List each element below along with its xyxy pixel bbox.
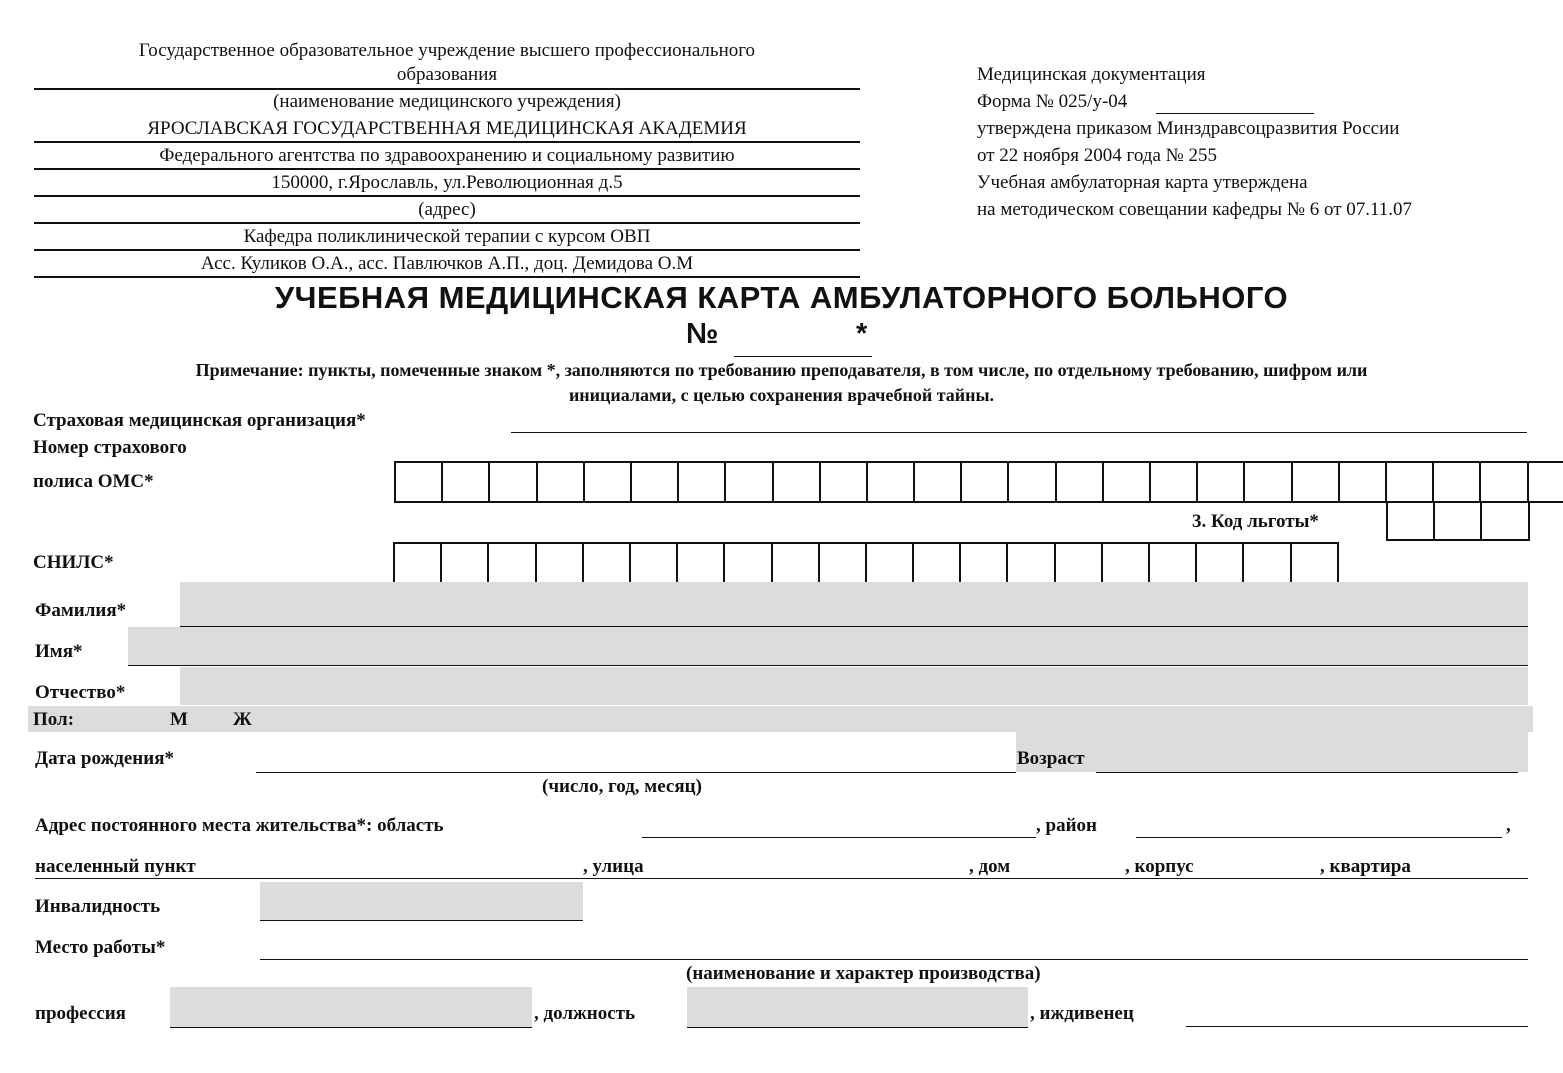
department-name: Кафедра поликлинической терапии с курсом ОВП [243,226,651,247]
digit-box[interactable] [1104,463,1151,501]
digit-box[interactable] [1244,544,1291,582]
address-caption: (адрес) [418,199,476,220]
academy-name: ЯРОСЛАВСКАЯ ГОСУДАРСТВЕННАЯ МЕДИЦИНСКАЯ АКАДЕМИЯ [147,118,747,139]
district-label: , район [1036,815,1097,836]
digit-box[interactable] [868,463,915,501]
digit-box[interactable] [1198,463,1245,501]
district-field[interactable] [1136,815,1502,838]
building-label: , корпус [1125,856,1194,877]
digit-box[interactable] [914,544,961,582]
birth-date-label: Дата рождения* [35,748,174,769]
digit-box[interactable] [679,463,726,501]
digit-box[interactable] [538,463,585,501]
digit-box[interactable] [443,463,490,501]
authors: Асс. Куликов О.А., асс. Павлючков А.П., доц. Демидова О.М [200,253,694,274]
digit-box[interactable] [442,544,489,582]
card-number-field[interactable] [734,330,872,357]
agency-name: Федерального агентства по здравоохранению и социальному развитию [159,145,735,166]
surname-field[interactable] [180,582,1528,627]
digit-box[interactable] [1435,501,1482,539]
sex-row [28,706,1533,732]
digit-box[interactable] [867,544,914,582]
policy-number-boxes[interactable] [394,461,1563,503]
digit-box[interactable] [1481,463,1528,501]
form-number-line[interactable] [1156,91,1314,114]
policy-label-line1: Номер страхового [33,437,187,458]
meeting-note: на методическом совещании кафедры № 6 от 07.11.07 [977,199,1413,220]
digit-box[interactable] [1009,463,1056,501]
age-label: Возраст [1017,748,1085,769]
divider [34,222,860,224]
form-number-text: Форма № 025/у-04 [977,91,1128,112]
training-card-note: Учебная амбулаторная карта утверждена [977,172,1308,193]
institution-caption: (наименование медицинского учреждения) [273,91,621,112]
divider [34,276,860,278]
district-comma: , [1506,815,1511,836]
digit-box[interactable] [631,544,678,582]
region-field[interactable] [642,815,1036,838]
workplace-hint: (наименование и характер производства) [686,963,1041,984]
doc-type: Медицинская документация [977,64,1206,85]
digit-box[interactable] [961,544,1008,582]
house-label: , дом [969,856,1011,877]
divider [34,88,860,90]
digit-box[interactable] [1529,463,1563,501]
name-label: Имя* [35,641,83,662]
digit-box[interactable] [395,544,442,582]
digit-box[interactable] [585,463,632,501]
note-line1: Примечание: пункты, помеченные знаком *, заполняются по требованию преподавателя, в том числе, по отдельному требованию, шифром или [195,360,1368,380]
digit-box[interactable] [1197,544,1244,582]
digit-box[interactable] [1340,463,1387,501]
digit-box[interactable] [1008,544,1055,582]
approval-order: утверждена приказом Минздравсоцразвития России [977,118,1400,139]
insurance-org-field[interactable] [511,410,1527,433]
digit-box[interactable] [1292,544,1339,582]
digit-box[interactable] [1388,501,1435,539]
digit-box[interactable] [1151,463,1198,501]
position-label: , должность [534,1003,636,1024]
digit-box[interactable] [1245,463,1292,501]
digit-box[interactable] [1434,463,1481,501]
sex-label: Пол: [33,709,75,730]
digit-box[interactable] [396,463,443,501]
policy-label-line2: полиса ОМС* [33,471,154,492]
insurance-org-label: Страховая медицинская организация* [33,410,366,431]
digit-box[interactable] [678,544,725,582]
disability-field[interactable] [260,882,583,921]
profession-field[interactable] [170,987,532,1028]
digit-box[interactable] [1482,501,1529,539]
institution-type-line2: образования [396,64,498,85]
address-line[interactable] [35,856,1528,879]
digit-box[interactable] [962,463,1009,501]
institution-address: 150000, г.Ярославль, ул.Революционная д.5 [271,172,623,193]
divider [34,168,860,170]
benefit-code-boxes[interactable] [1386,501,1530,541]
digit-box[interactable] [489,544,536,582]
dependent-field[interactable] [1186,1004,1528,1027]
divider [34,141,860,143]
note-line2: инициалами, с целью сохранения врачебной тайны. [568,385,995,405]
digit-box[interactable] [490,463,537,501]
digit-box[interactable] [915,463,962,501]
digit-box[interactable] [1057,463,1104,501]
page-title: УЧЕБНАЯ МЕДИЦИНСКАЯ КАРТА АМБУЛАТОРНОГО БОЛЬНОГО [274,280,1289,315]
digit-box[interactable] [1293,463,1340,501]
street-label: , улица [583,856,644,877]
profession-label: профессия [35,1003,126,1024]
position-field[interactable] [687,987,1028,1028]
digit-box[interactable] [725,544,772,582]
card-number-star: * [856,318,868,350]
workplace-label: Место работы* [35,937,166,958]
digit-box[interactable] [537,544,584,582]
divider [34,195,860,197]
institution-type-line1: Государственное образовательное учреждение высшего профессионального [138,40,756,61]
birth-date-hint: (число, год, месяц) [542,776,702,797]
age-field[interactable] [1096,750,1518,773]
name-field[interactable] [128,627,1528,666]
locality-label: населенный пункт [35,856,196,877]
apartment-label: , квартира [1320,856,1411,877]
workplace-field[interactable] [260,937,1528,960]
address-label: Адрес постоянного места жительства*: область [35,815,444,836]
digit-box[interactable] [821,463,868,501]
sex-female-option[interactable]: Ж [233,709,252,730]
form-number [977,91,1127,113]
digit-box[interactable] [584,544,631,582]
divider [34,249,860,251]
approval-date: от 22 ноября 2004 года № 255 [977,145,1218,166]
dependent-label: , иждивенец [1030,1003,1134,1024]
digit-box[interactable] [1056,544,1103,582]
card-number-sign: № [686,318,719,350]
digit-box[interactable] [726,463,773,501]
sex-male-option[interactable]: М [170,709,188,730]
digit-box[interactable] [774,463,821,501]
disability-label: Инвалидность [35,896,161,917]
digit-box[interactable] [632,463,679,501]
digit-box[interactable] [1103,544,1150,582]
benefit-code-label: 3. Код льготы* [1192,511,1319,532]
patronymic-label: Отчество* [35,682,126,703]
snils-boxes[interactable] [393,542,1339,584]
digit-box[interactable] [1387,463,1434,501]
digit-box[interactable] [820,544,867,582]
surname-label: Фамилия* [35,600,127,621]
patronymic-field[interactable] [180,667,1528,705]
snils-label: СНИЛС* [33,552,114,573]
digit-box[interactable] [1150,544,1197,582]
birth-date-field[interactable] [256,750,1016,773]
digit-box[interactable] [773,544,820,582]
